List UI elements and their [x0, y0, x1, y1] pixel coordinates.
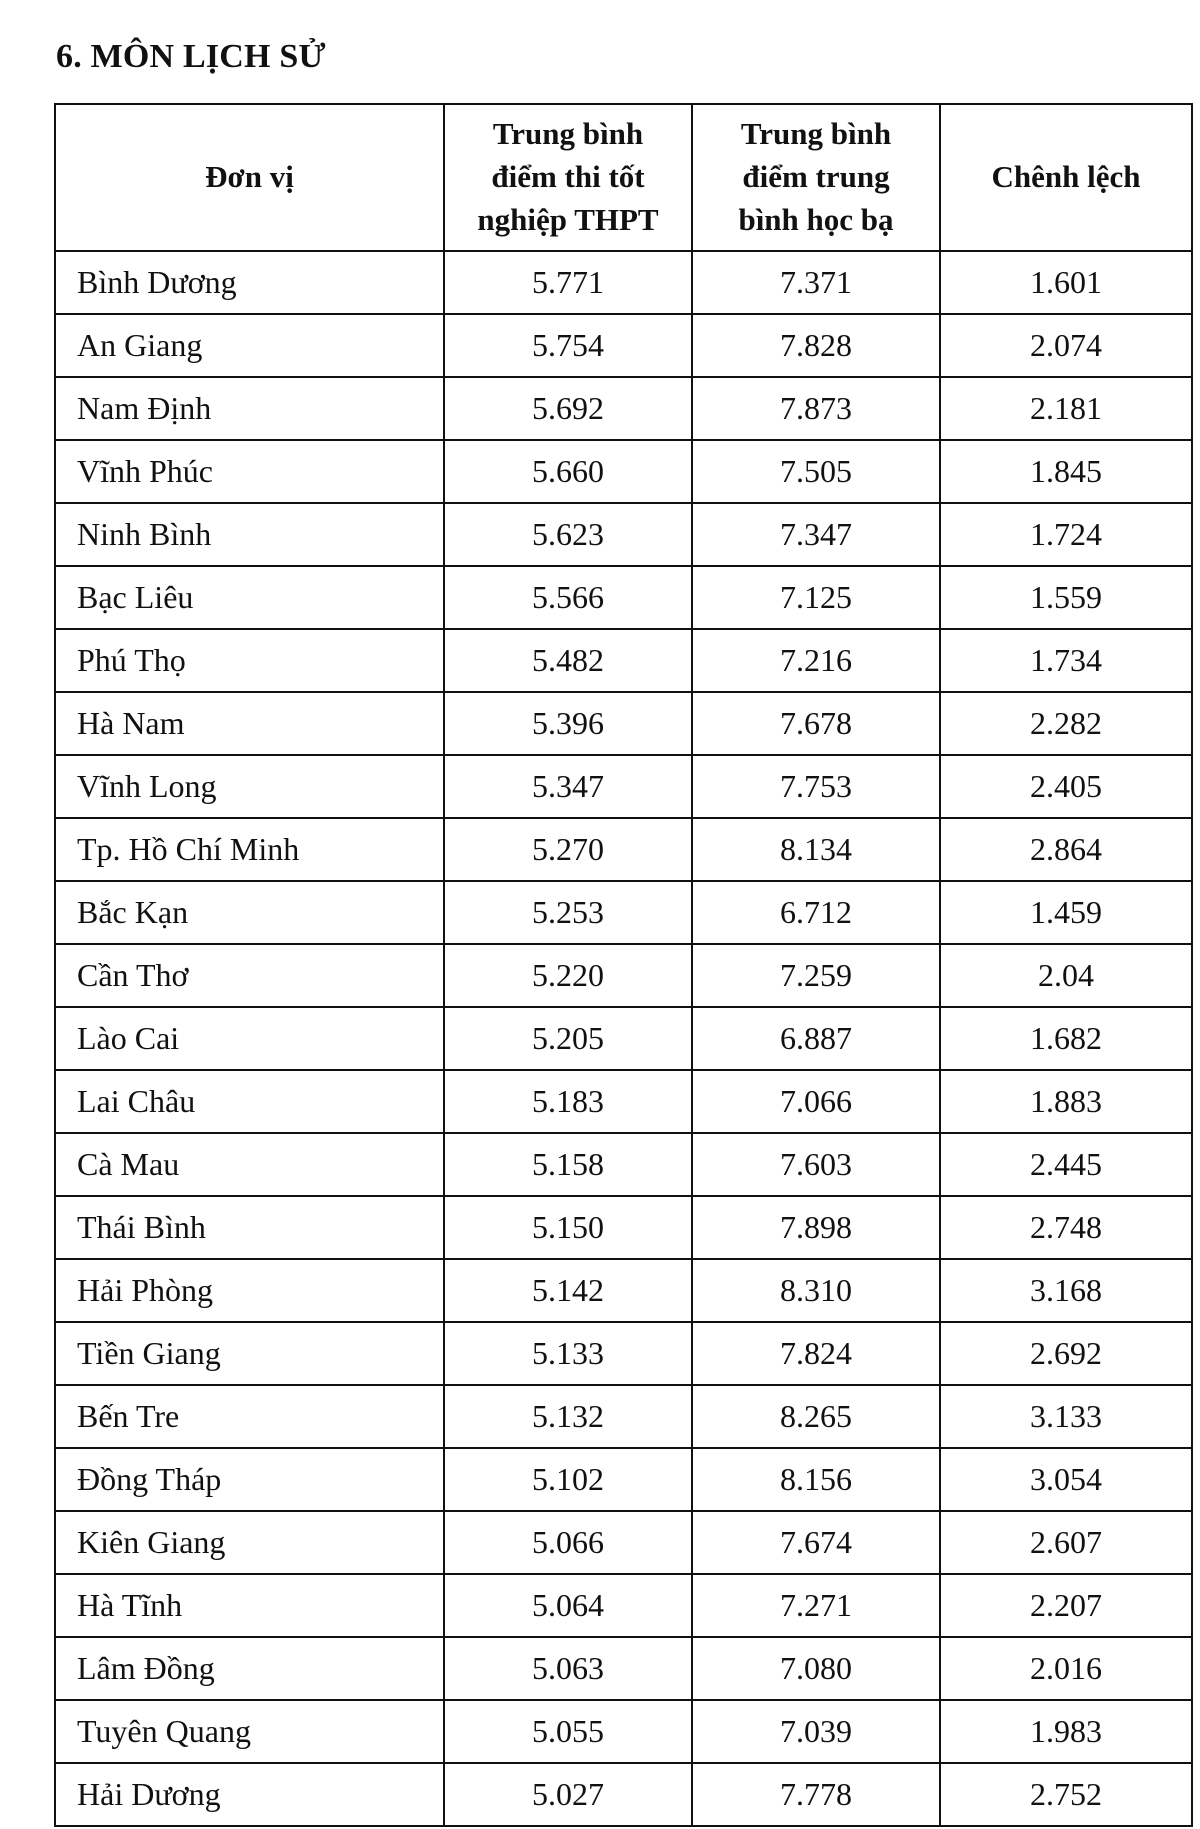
- cell-difference: 3.168: [940, 1259, 1192, 1322]
- table-row: [55, 440, 1192, 503]
- cell-difference: 1.983: [940, 1700, 1192, 1763]
- cell-difference: 2.207: [940, 1574, 1192, 1637]
- section-title: 6. MÔN LỊCH SỬ: [56, 38, 326, 75]
- cell-transcript-avg: 7.505: [692, 440, 940, 503]
- cell-transcript-avg: 7.125: [692, 566, 940, 629]
- cell-exam-avg: 5.253: [444, 881, 692, 944]
- cell-exam-avg: 5.150: [444, 1196, 692, 1259]
- cell-transcript-avg: 7.674: [692, 1511, 940, 1574]
- header-exam-avg: Trung bình điểm thi tốt nghiệp THPT: [444, 104, 692, 251]
- cell-transcript-avg: 7.039: [692, 1700, 940, 1763]
- header-difference: Chênh lệch: [940, 104, 1192, 251]
- cell-unit: Kiên Giang: [55, 1511, 444, 1574]
- cell-exam-avg: 5.158: [444, 1133, 692, 1196]
- cell-exam-avg: 5.064: [444, 1574, 692, 1637]
- cell-difference: 1.734: [940, 629, 1192, 692]
- cell-transcript-avg: 7.898: [692, 1196, 940, 1259]
- cell-difference: 1.601: [940, 251, 1192, 314]
- cell-difference: 2.445: [940, 1133, 1192, 1196]
- cell-transcript-avg: 7.371: [692, 251, 940, 314]
- cell-transcript-avg: 6.887: [692, 1007, 940, 1070]
- cell-exam-avg: 5.183: [444, 1070, 692, 1133]
- cell-exam-avg: 5.205: [444, 1007, 692, 1070]
- cell-unit: Ninh Bình: [55, 503, 444, 566]
- cell-difference: 1.459: [940, 881, 1192, 944]
- cell-difference: 2.748: [940, 1196, 1192, 1259]
- table-row: [55, 1007, 1192, 1070]
- score-table: [54, 103, 1193, 1827]
- cell-unit: Hà Nam: [55, 692, 444, 755]
- cell-unit: Cà Mau: [55, 1133, 444, 1196]
- cell-exam-avg: 5.066: [444, 1511, 692, 1574]
- cell-difference: 1.724: [940, 503, 1192, 566]
- cell-exam-avg: 5.027: [444, 1763, 692, 1826]
- cell-exam-avg: 5.220: [444, 944, 692, 1007]
- cell-transcript-avg: 8.310: [692, 1259, 940, 1322]
- cell-unit: Lai Châu: [55, 1070, 444, 1133]
- cell-unit: Đồng Tháp: [55, 1448, 444, 1511]
- cell-exam-avg: 5.063: [444, 1637, 692, 1700]
- cell-difference: 2.282: [940, 692, 1192, 755]
- cell-unit: Vĩnh Long: [55, 755, 444, 818]
- cell-exam-avg: 5.692: [444, 377, 692, 440]
- table-row: [55, 1070, 1192, 1133]
- header-row: [55, 104, 1192, 251]
- cell-difference: 2.04: [940, 944, 1192, 1007]
- cell-exam-avg: 5.133: [444, 1322, 692, 1385]
- cell-difference: 2.181: [940, 377, 1192, 440]
- table-row: [55, 314, 1192, 377]
- cell-exam-avg: 5.482: [444, 629, 692, 692]
- cell-difference: 2.752: [940, 1763, 1192, 1826]
- cell-difference: 3.133: [940, 1385, 1192, 1448]
- table-row: [55, 944, 1192, 1007]
- cell-unit: Bình Dương: [55, 251, 444, 314]
- table-row: [55, 1700, 1192, 1763]
- cell-exam-avg: 5.142: [444, 1259, 692, 1322]
- table-row: [55, 881, 1192, 944]
- cell-exam-avg: 5.102: [444, 1448, 692, 1511]
- cell-transcript-avg: 7.080: [692, 1637, 940, 1700]
- table-row: [55, 1763, 1192, 1826]
- cell-unit: Hải Phòng: [55, 1259, 444, 1322]
- cell-unit: Thái Bình: [55, 1196, 444, 1259]
- cell-exam-avg: 5.771: [444, 251, 692, 314]
- cell-exam-avg: 5.270: [444, 818, 692, 881]
- cell-difference: 2.692: [940, 1322, 1192, 1385]
- cell-transcript-avg: 8.156: [692, 1448, 940, 1511]
- cell-unit: Hải Dương: [55, 1763, 444, 1826]
- cell-unit: Tiền Giang: [55, 1322, 444, 1385]
- table-row: [55, 1259, 1192, 1322]
- table-row: [55, 818, 1192, 881]
- cell-difference: 2.074: [940, 314, 1192, 377]
- cell-unit: An Giang: [55, 314, 444, 377]
- table-row: [55, 1637, 1192, 1700]
- cell-transcript-avg: 7.824: [692, 1322, 940, 1385]
- cell-difference: 2.405: [940, 755, 1192, 818]
- cell-transcript-avg: 7.259: [692, 944, 940, 1007]
- header-transcript-avg: Trung bình điểm trung bình học bạ: [692, 104, 940, 251]
- cell-unit: Vĩnh Phúc: [55, 440, 444, 503]
- cell-exam-avg: 5.347: [444, 755, 692, 818]
- cell-transcript-avg: 7.347: [692, 503, 940, 566]
- cell-unit: Tuyên Quang: [55, 1700, 444, 1763]
- table-row: [55, 1196, 1192, 1259]
- cell-exam-avg: 5.132: [444, 1385, 692, 1448]
- cell-unit: Lào Cai: [55, 1007, 444, 1070]
- cell-exam-avg: 5.660: [444, 440, 692, 503]
- cell-transcript-avg: 7.778: [692, 1763, 940, 1826]
- cell-difference: 2.607: [940, 1511, 1192, 1574]
- cell-unit: Nam Định: [55, 377, 444, 440]
- cell-exam-avg: 5.754: [444, 314, 692, 377]
- cell-difference: 1.883: [940, 1070, 1192, 1133]
- cell-unit: Lâm Đồng: [55, 1637, 444, 1700]
- cell-exam-avg: 5.055: [444, 1700, 692, 1763]
- table-row: [55, 377, 1192, 440]
- cell-difference: 2.016: [940, 1637, 1192, 1700]
- cell-difference: 1.845: [940, 440, 1192, 503]
- table-row: [55, 1448, 1192, 1511]
- cell-transcript-avg: 7.873: [692, 377, 940, 440]
- header-unit: Đơn vị: [55, 104, 444, 251]
- cell-transcript-avg: 7.216: [692, 629, 940, 692]
- cell-difference: 2.864: [940, 818, 1192, 881]
- cell-difference: 1.559: [940, 566, 1192, 629]
- cell-difference: 1.682: [940, 1007, 1192, 1070]
- cell-unit: Cần Thơ: [55, 944, 444, 1007]
- cell-exam-avg: 5.396: [444, 692, 692, 755]
- cell-transcript-avg: 7.271: [692, 1574, 940, 1637]
- cell-unit: Bắc Kạn: [55, 881, 444, 944]
- table-row: [55, 566, 1192, 629]
- cell-transcript-avg: 7.603: [692, 1133, 940, 1196]
- cell-transcript-avg: 8.265: [692, 1385, 940, 1448]
- cell-unit: Bến Tre: [55, 1385, 444, 1448]
- cell-transcript-avg: 7.828: [692, 314, 940, 377]
- cell-unit: Phú Thọ: [55, 629, 444, 692]
- cell-transcript-avg: 7.678: [692, 692, 940, 755]
- cell-difference: 3.054: [940, 1448, 1192, 1511]
- cell-transcript-avg: 7.066: [692, 1070, 940, 1133]
- cell-unit: Tp. Hồ Chí Minh: [55, 818, 444, 881]
- table-row: [55, 1511, 1192, 1574]
- cell-exam-avg: 5.623: [444, 503, 692, 566]
- table-row: [55, 1133, 1192, 1196]
- table-row: [55, 503, 1192, 566]
- table-row: [55, 1385, 1192, 1448]
- cell-exam-avg: 5.566: [444, 566, 692, 629]
- cell-transcript-avg: 7.753: [692, 755, 940, 818]
- cell-unit: Bạc Liêu: [55, 566, 444, 629]
- cell-unit: Hà Tĩnh: [55, 1574, 444, 1637]
- table-row: [55, 755, 1192, 818]
- cell-transcript-avg: 6.712: [692, 881, 940, 944]
- cell-transcript-avg: 8.134: [692, 818, 940, 881]
- table-row: [55, 629, 1192, 692]
- table-row: [55, 251, 1192, 314]
- table-row: [55, 1322, 1192, 1385]
- table-body: [55, 251, 1192, 1826]
- table-row: [55, 692, 1192, 755]
- table-row: [55, 1574, 1192, 1637]
